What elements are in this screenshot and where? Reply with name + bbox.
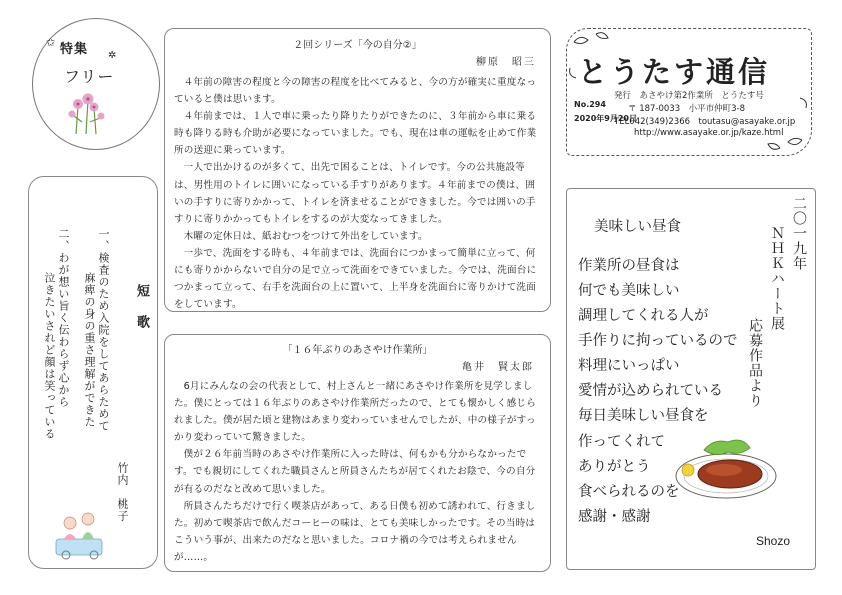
- tanka-heading: 短歌: [134, 284, 149, 346]
- article-2-author: 亀井 賢太郎: [462, 362, 534, 373]
- poem-line: 料理にいっぱい: [578, 358, 680, 374]
- article-1-paragraph: 一歩で、洗面をする時も、４年前までは、洗面台につかまって簡単に立って、何にも寄りかからないで自分の足で立って洗面をできていました。今では、洗面台につかまって立って、右手を洗面台の上に置いて、上半身を洗面台に寄りかけて洗面をしています。: [174, 247, 537, 311]
- poem-line: 手作りに拘っているので: [578, 333, 738, 349]
- flowers-illustration: [62, 92, 112, 136]
- people-illustration: [50, 505, 108, 561]
- address: 〒 187-0033 小平市仲町3-8: [628, 104, 746, 114]
- poem-line: 作業所の昼食は: [578, 258, 680, 274]
- issue-number: No.294: [574, 100, 606, 109]
- article-2-body: [174, 378, 540, 566]
- poem-line: ありがとう: [578, 459, 651, 475]
- lunch-plate-illustration: [674, 432, 778, 502]
- poem-line: 作ってくれて: [578, 434, 665, 450]
- phone-email: TEL042(349)2366 toutasu@asayake.or.jp: [614, 117, 796, 127]
- newsletter-title: とうたす通信: [578, 55, 771, 89]
- poem-signature: Shozo: [756, 534, 791, 548]
- exhibition-note: 応募作品より: [747, 318, 763, 408]
- article-1-title: ２回シリーズ「今の自分②」: [293, 40, 422, 51]
- issue-date: 2020年9月20日: [574, 114, 637, 123]
- article-2-title: 「１６年ぶりのあさやけ作業所」: [282, 345, 433, 356]
- feature-label: 特集: [60, 42, 89, 57]
- poem-line: 食べられるのを: [578, 484, 680, 500]
- poem-line: 何でも美味しい: [578, 283, 680, 299]
- article-1-paragraph: ４年前の障害の程度と今の障害の程度を比べてみると、今の方が確実に重度なっていると僕は思います。: [174, 77, 537, 106]
- sparkle-icon: ✲: [108, 50, 117, 61]
- tanka-verse-4: 泣きたいされど顔は笑っている: [43, 272, 56, 440]
- article-2-paragraph: 6月にみんなの会の代表として、村上さんと一緒にあさやけ作業所を見学しました。僕にとっては１６年ぶりのあさやけ作業所だったので、とても懐かしく感じられました。僕が居た頃と建物はあまり変わっていませんでしたが、中の様子がすっかり変わっていて驚きました。: [174, 381, 536, 444]
- star-icon: ✩: [46, 36, 56, 49]
- article-1-paragraph: 一人で出かけるのが多くて、出先で困ることは、トイレです。今の公共施設等は、男性用のトイレに囲いになっている手すりがあります。４年前までの僕は、囲いの手すりに寄りかかって、トイレを済ませることができました。今では囲いの手すりに寄りかかってもトイレをするのが大変なってきました。: [174, 162, 536, 225]
- poem-line: 毎日美味しい昼食を: [578, 408, 709, 424]
- tanka-verse-1: 一、検査のため入院をしてあらためて: [97, 228, 110, 432]
- article-1-paragraph: ４年前までは、１人で車に乗ったり降りたりができたのに、３年前から車に乗る時も降りる時も介助が必要になっていました。でも、現在は車の運転を止めて作業所の送迎に乗っています。: [174, 111, 537, 157]
- website-url[interactable]: http://www.asayake.or.jp/kaze.html: [634, 128, 784, 138]
- exhibition-year: 二〇一九年: [791, 196, 807, 271]
- exhibition-name: ＮＨＫハート展: [769, 226, 785, 331]
- publisher: 発行 あさやけ第2作業所 とうたす号: [614, 91, 764, 101]
- poem-line: 調理してくれる人が: [578, 308, 709, 324]
- poem-title: 美味しい昼食: [594, 219, 681, 235]
- tanka-verse-2: 麻痺の身の重さ理解ができた: [83, 272, 96, 428]
- poem-line: 愛情が込められている: [578, 383, 723, 399]
- feature-title: フリー: [64, 67, 115, 86]
- article-2-paragraph: 僕が２６年前当時のあさやけ作業所に入った時は、何もかも分からなかったです。でも親切にしてくれた職員さんと所員さんたちが居てくれたお陰で、今の自分が有るのだなと改めて思いました。: [174, 449, 536, 495]
- tanka-verse-3: 二、わが想い旨く伝わらず心から: [57, 228, 70, 408]
- article-1-paragraph: 木曜の定休日は、紙おむつをつけて外出をしています。: [183, 230, 428, 242]
- poem-line: 感謝・感謝: [578, 509, 651, 525]
- tanka-author: 竹内 桃子: [116, 462, 129, 522]
- article-2-paragraph: 所員さんたちだけで行く喫茶店があって、ある日僕も初めて誘われて、行きました。初めて喫茶店で飲んだコーヒーの味は、とても美味しかったです。その当時はこういう事が、出来たのだなと思いました。コロナ禍の今では考えられませんが……。: [174, 500, 536, 563]
- article-1-author: 柳原 昭三: [476, 57, 536, 68]
- article-1-body: [174, 74, 540, 313]
